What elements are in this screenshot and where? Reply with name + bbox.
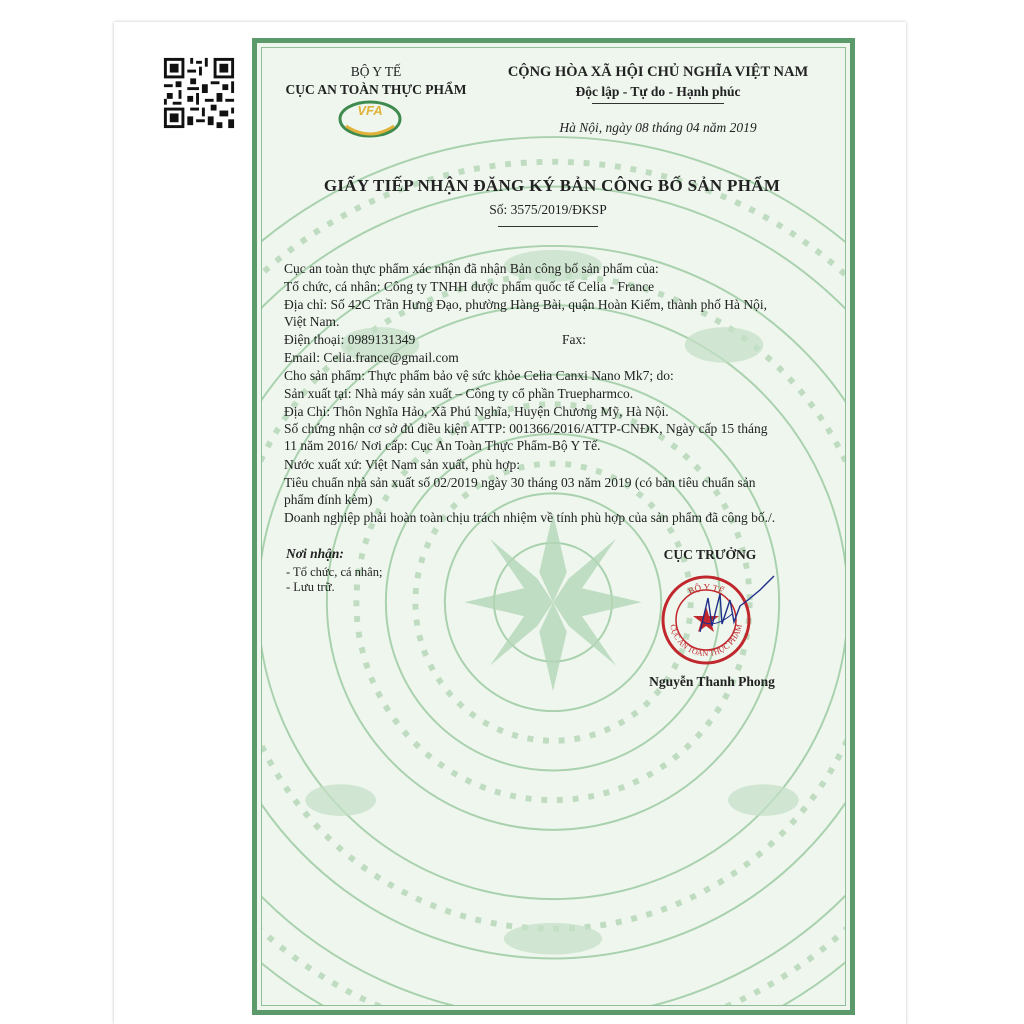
body-line: Địa chỉ: Số 42C Trần Hưng Đạo, phường Hàng Bài, quận Hoàn Kiếm, thành phố Hà Nội, <box>284 297 767 312</box>
body-line: Nước xuất xứ: Việt Nam sản xuất, phù hợp: <box>284 457 520 472</box>
stamp-top-text: BỘ Y TẾ <box>686 581 726 597</box>
body-line: Tổ chức, cá nhân: Công ty TNHH dược phẩm quốc tế Celia - France <box>284 279 655 294</box>
body-line-email: Email: Celia.france@gmail.com <box>284 350 459 365</box>
body-line: Số chứng nhận cơ sở đủ điều kiện ATTP: 001366/2016/ATTP-CNĐK, Ngày cấp 15 tháng <box>284 421 768 436</box>
fax-label: Fax: <box>562 332 587 347</box>
body-line: Doanh nghiệp phải hoàn toàn chịu trách nhiệm về tính phù hợp của sản phẩm đã công bố./. <box>284 510 776 525</box>
signatory-name: Nguyễn Thanh Phong <box>649 674 775 689</box>
national-motto: Độc lập - Tự do - Hạnh phúc <box>575 84 741 99</box>
ministry-name: BỘ Y TẾ <box>350 64 402 79</box>
signatory-role: CỤC TRƯỞNG <box>663 547 757 562</box>
body-line: Địa Chỉ: Thôn Nghĩa Hảo, Xã Phú Nghĩa, Huyện Chương Mỹ, Hà Nội. <box>284 404 669 419</box>
number-underline <box>498 226 598 227</box>
motto-underline <box>592 103 724 104</box>
body-line: Cục an toàn thực phẩm xác nhận đã nhận Bản công bố sản phẩm của: <box>284 261 659 276</box>
document-number: Số: 3575/2019/ĐKSP <box>489 202 607 217</box>
body-line: Tiêu chuẩn nhà sản xuất số 02/2019 ngày 30 tháng 03 năm 2019 (có bản tiêu chuẩn sản <box>284 475 756 490</box>
official-red-stamp <box>656 570 776 670</box>
department-name: CỤC AN TOÀN THỰC PHẨM <box>285 82 467 97</box>
vfa-logo <box>336 98 404 140</box>
body-line: Sản xuất tại: Nhà máy sản xuất – Công ty cổ phần Truepharmco. <box>284 386 634 401</box>
body-line-phone: Điện thoại: 0989131349 <box>284 332 416 347</box>
body-line: phẩm đính kèm) <box>284 492 373 507</box>
place-and-date: Hà Nội, ngày 08 tháng 04 năm 2019 <box>559 120 757 135</box>
recipients-label: Nơi nhận: <box>286 546 344 561</box>
body-line: Việt Nam. <box>284 314 340 329</box>
recipient-item: - Tổ chức, cá nhân; <box>286 565 383 579</box>
stamp-bottom-text: CỤC AN TOÀN THỰC PHẨM <box>668 623 744 659</box>
country-name: CỘNG HÒA XÃ HỘI CHỦ NGHĨA VIỆT NAM <box>507 64 809 80</box>
logo-text: VFA <box>357 103 383 118</box>
document-title: GIẤY TIẾP NHẬN ĐĂNG KÝ BẢN CÔNG BỐ SẢN PHẨM <box>323 176 781 195</box>
body-line: 11 năm 2016/ Nơi cấp: Cục An Toàn Thực Phẩm-Bộ Y Tế. <box>284 438 601 453</box>
recipient-item: - Lưu trữ. <box>286 580 335 594</box>
body-line: Cho sản phẩm: Thực phẩm bảo vệ sức khỏe Celia Canxi Nano Mk7; do: <box>284 368 674 383</box>
